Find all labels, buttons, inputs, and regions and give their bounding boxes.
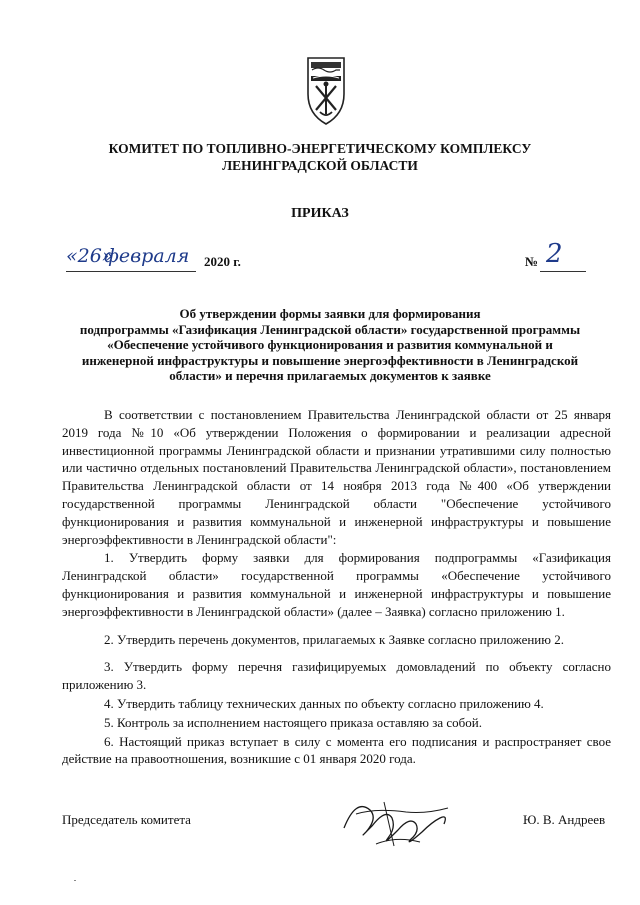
date-number-row: [66, 239, 566, 279]
coat-of-arms-icon: [302, 54, 350, 126]
signatory-name: Ю. В. Андреев: [523, 812, 606, 827]
handwritten-signature: [336, 788, 456, 852]
order-item-2: 2. Утвердить перечень документов, прилагаемых к Заявке согласно приложению 2.: [104, 631, 564, 647]
number-underline: [540, 271, 586, 272]
document-type: ПРИКАЗ: [291, 206, 349, 221]
order-item-1: 1. Утвердить форму заявки для формирования подпрограммы «Газификация Ленинградской области» государственной программы «Обеспечение устойчивого функционирования и развития коммунальной и инженерной инфраструктуры и повышение энергоэффективности в Ленинградской области» (далее – Заявка) согласно приложению 1.: [62, 550, 611, 619]
organization-name: [60, 140, 580, 174]
date-day: «26»: [66, 245, 114, 267]
order-item-6: 6. Настоящий приказ вступает в силу с момента его подписания и распространяет свое действие на правоотношения, возникшие с 01 января 2020 года.: [62, 733, 611, 767]
document-title: [50, 306, 610, 384]
date-underline: [66, 271, 196, 272]
number-sign: №: [525, 254, 539, 269]
title-line: «Обеспечение устойчивого функционирования и развития коммунальной и: [107, 337, 553, 353]
title-line: области» и перечня прилагаемых документов к заявке: [169, 368, 491, 384]
org-line-1: КОМИТЕТ ПО ТОПЛИВНО-ЭНЕРГЕТИЧЕСКОМУ КОМПЛЕКСУ: [108, 141, 532, 156]
document-body: [62, 406, 611, 768]
title-line: инженерной инфраструктуры и повышение энергоэффективности в Ленинградской: [81, 352, 579, 368]
org-line-2: ЛЕНИНГРАДСКОЙ ОБЛАСТИ: [222, 158, 418, 173]
date-year: 2020 г.: [204, 254, 241, 269]
date-month: февраля: [104, 245, 190, 267]
signatory-position: Председатель комитета: [62, 812, 191, 827]
order-item-4: 4. Утвердить таблицу технических данных по объекту согласно приложению 4.: [104, 695, 544, 711]
preamble-paragraph: В соответствии с постановлением Правительства Ленинградской области от 25 января 2019 года №10 «Об утверждении Положения о формировании и реализации адресной инвестиционной программы Ленинградской области и признании утратившими силу полностью или частично отдельных постановлений Правительства Ленинградской области», постановлением Правительства Ленинградской области от 14 ноября 2013 года №400 «Об утверждении государственной программы Ленинградской области "Обеспечение устойчивого функционирования и развития коммунальной и инженерной инфраструктуры и повышение энергоэффективности в Ленинградской области":: [62, 407, 611, 547]
document-number: 2: [546, 239, 563, 269]
title-line: Об утверждении формы заявки для формирования: [179, 306, 481, 321]
scan-speck: [74, 880, 76, 881]
title-line: подпрограммы «Газификация Ленинградской области» государственной программы: [79, 321, 581, 337]
order-item-3: 3. Утвердить форму перечня газифицируемых домовладений по объекту согласно приложению 3.: [62, 659, 611, 693]
order-item-5: 5. Контроль за исполнением настоящего приказа оставляю за собой.: [104, 714, 482, 730]
